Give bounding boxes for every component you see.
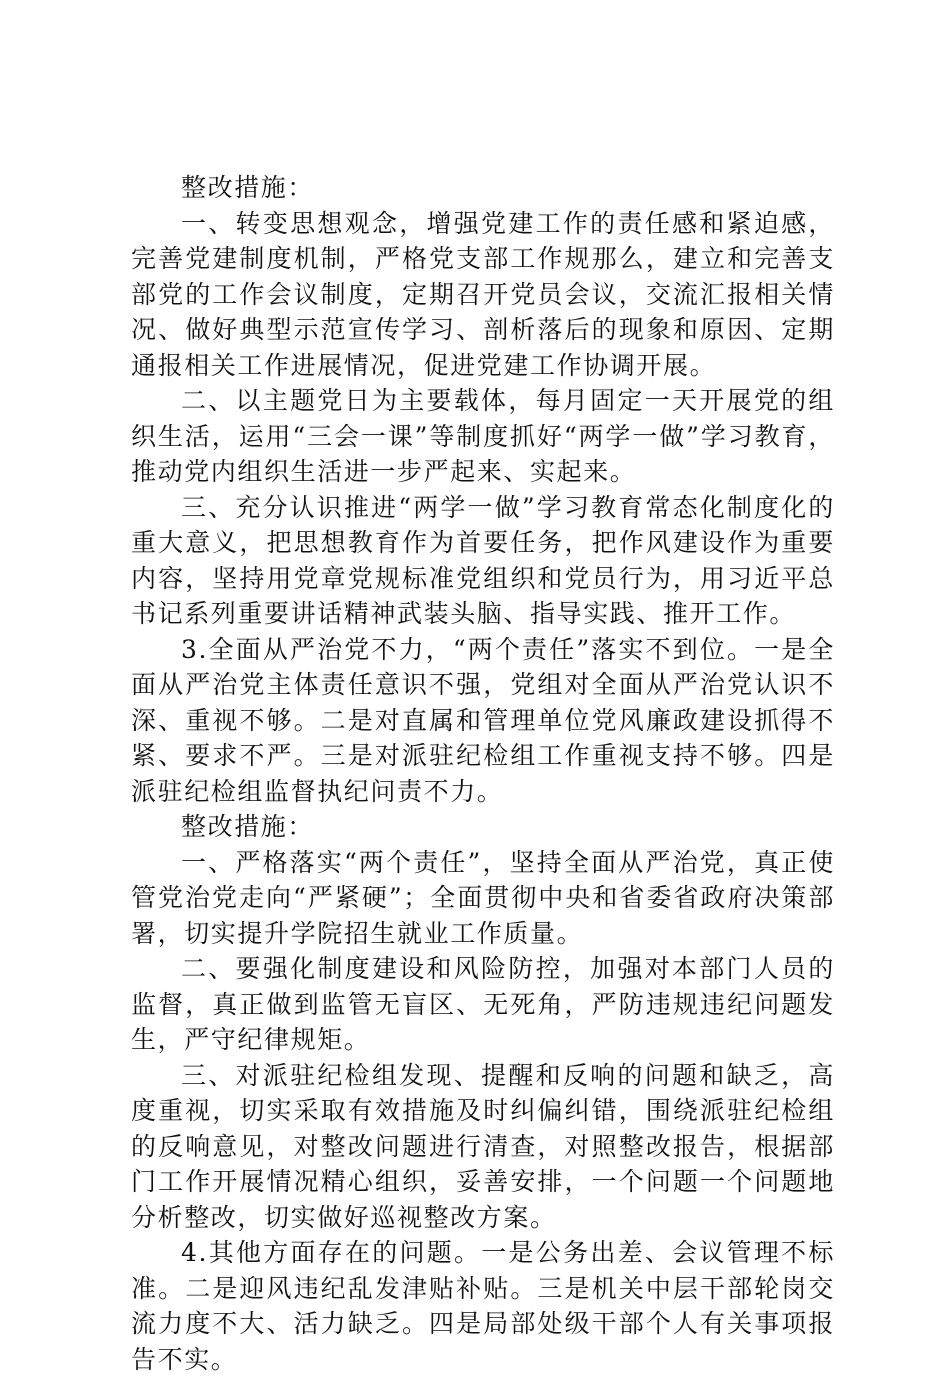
paragraph-issue-3: 3.全面从严治党不力，“两个责任”落实不到位。一是全面从严治党主体责任意识不强，党组对全面从严治党认识不深、重视不够。二是对直属和管理单位党风廉政建设抓得不紧、要求不严。三是对派驻纪检组工作重视支持不够。四是派驻纪检组监督执纪问责不力。 xyxy=(131,634,835,806)
paragraph-measure-6: 三、对派驻纪检组发现、提醒和反响的问题和缺乏，高度重视，切实采取有效措施及时纠偏纠错，围绕派驻纪检组的反响意见，对整改问题进行清查，对照整改报告，根据部门工作开展情况精心组织，妥善安排，一个问题一个问题地分析整改，切实做好巡视整改方案。 xyxy=(131,1060,835,1232)
paragraph-measure-5: 二、要强化制度建设和风险防控，加强对本部门人员的监督，真正做到监管无盲区、无死角，严防违规违纪问题发生，严守纪律规矩。 xyxy=(131,954,835,1054)
paragraph-rectification-heading-2: 整改措施： xyxy=(181,812,315,841)
paragraph-issue-4: 4.其他方面存在的问题。一是公务出差、会议管理不标准。二是迎风违纪乱发津贴补贴。三是机关中层干部轮岗交流力度不大、活力缺乏。四是局部处级干部个人有关事项报告不实。 xyxy=(131,1238,835,1374)
paragraph-measure-3: 三、充分认识推进“两学一做”学习教育常态化制度化的重大意义，把思想教育作为首要任务，把作风建设作为重要内容，坚持用党章党规标准党组织和党员行为，用习近平总书记系列重要讲话精神武装头脑、指导实践、推开工作。 xyxy=(131,492,835,628)
paragraph-measure-1: 一、转变思想观念，增强党建工作的责任感和紧迫感，完善党建制度机制，严格党支部工作规那么，建立和完善支部党的工作会议制度，定期召开党员会议，交流汇报相关情况、做好典型示范宣传学习、剖析落后的现象和原因、定期通报相关工作进展情况，促进党建工作协调开展。 xyxy=(131,208,835,380)
paragraph-measure-4: 一、严格落实“两个责任”，坚持全面从严治党，真正使管党治党走向“严紧硬”；全面贯彻中央和省委省政府决策部署，切实提升学院招生就业工作质量。 xyxy=(131,847,835,948)
paragraph-measure-2: 二、以主题党日为主要载体，每月固定一天开展党的组织生活，运用“三会一课”等制度抓好“两学一做”学习教育，推动党内组织生活进一步严起来、实起来。 xyxy=(131,386,835,486)
paragraph-rectification-heading-1: 整改措施： xyxy=(181,173,315,202)
document-body xyxy=(131,170,835,1377)
